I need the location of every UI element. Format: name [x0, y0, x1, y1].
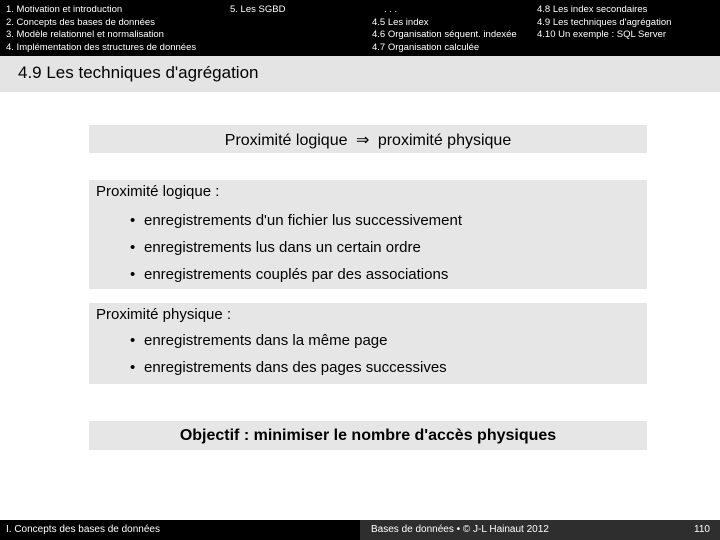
bullet-icon: • — [130, 212, 136, 229]
chapter-item-sgbd[interactable]: 5. Les SGBD — [230, 4, 286, 15]
top-navigation-bar — [0, 0, 720, 56]
subsection-list-right — [537, 4, 671, 42]
objective-statement: Objectif : minimiser le nombre d'accès physiques — [179, 427, 557, 444]
subsection-item[interactable]: 4.5 Les index — [372, 16, 429, 28]
footer-chapter-bar — [0, 520, 360, 540]
chapter-item[interactable]: 1. Motivation et introduction — [6, 4, 123, 15]
physical-bullet-2: • enregistrements dans des pages successives — [130, 359, 447, 376]
physical-bullet-1: • enregistrements dans la même page — [130, 332, 388, 349]
implies-arrow-icon: ⇒ — [355, 132, 370, 149]
chapter-item[interactable]: 2. Concepts des bases de données — [6, 16, 155, 28]
chapter-item[interactable]: 4. Implémentation des structures de données — [6, 41, 197, 53]
bullet-icon: • — [130, 332, 136, 349]
logical-bullet-1: • enregistrements d'un fichier lus successivement — [130, 212, 463, 229]
subsection-item[interactable]: 4.7 Organisation calculée — [372, 41, 480, 53]
physical-title: Proximité physique : — [96, 306, 232, 323]
subsection-item[interactable]: 4.10 Un exemple : SQL Server — [537, 29, 667, 40]
bullet-icon: • — [130, 266, 136, 283]
logical-bullet-2: • enregistrements lus dans un certain ordre — [130, 239, 421, 256]
chapter-list — [6, 4, 196, 54]
page-number: 110 — [694, 524, 710, 535]
principle-left: Proximité logique — [224, 132, 348, 149]
subsection-item[interactable]: 4.8 Les index secondaires — [537, 4, 648, 15]
logical-title: Proximité logique : — [96, 183, 220, 200]
section-title: 4.9 Les techniques d'agrégation — [18, 63, 259, 82]
principle-right: proximité physique — [377, 132, 512, 149]
subsection-item: . . . — [384, 4, 398, 15]
logical-bullet-3: • enregistrements couplés par des associations — [130, 266, 449, 283]
subsection-list-middle — [372, 4, 517, 54]
footer-copyright: Bases de données • © J-L Hainaut 2012 — [371, 524, 549, 535]
footer-info-bar — [360, 520, 720, 540]
footer-chapter-link[interactable]: I. Concepts des bases de données — [6, 524, 160, 535]
chapter-item[interactable]: 3. Modèle relationnel et normalisation — [6, 29, 164, 40]
bullet-icon: • — [130, 359, 136, 376]
bullet-icon: • — [130, 239, 136, 256]
subsection-item-current[interactable]: 4.9 Les techniques d'agrégation — [537, 16, 672, 28]
subsection-item[interactable]: 4.6 Organisation séquent. indexée — [372, 29, 517, 40]
principle-statement — [89, 130, 647, 150]
